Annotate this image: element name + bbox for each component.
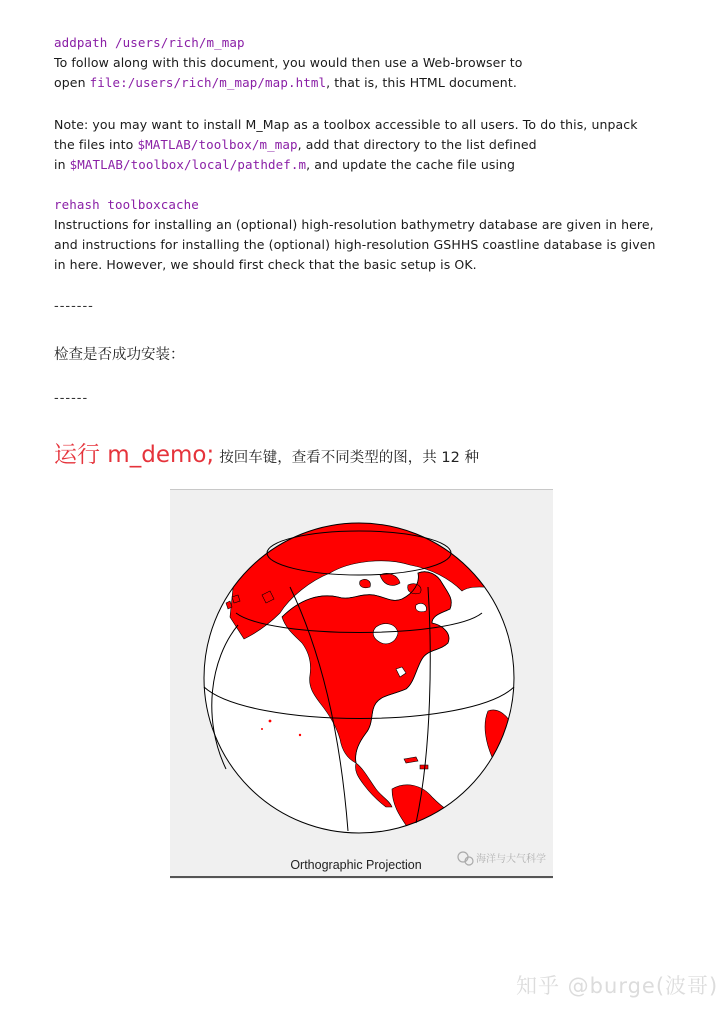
run-demo-description: 按回车键，查看不同类型的图，共 12 种 <box>219 450 479 466</box>
separator-2: ------ <box>54 391 89 406</box>
instr-line-3: in here. However, we should first check that the basic setup is OK. <box>54 257 477 272</box>
run-demo-command: 运行 m_demo; <box>54 442 215 468</box>
rehash-code: rehash toolboxcache <box>54 197 199 212</box>
check-install-text: 检查是否成功安装： <box>54 347 185 363</box>
pathdef-path: $MATLAB/toolbox/local/pathdef.m <box>69 157 307 172</box>
note-line-3: in $MATLAB/toolbox/local/pathdef.m, and update the cache file using <box>54 157 516 172</box>
logo-text: 海洋与大气科学 <box>476 854 546 865</box>
separator-1: ------- <box>54 299 94 314</box>
instr-line-2: and instructions for installing the (optional) high-resolution GSHHS coastline database is given <box>54 237 656 252</box>
figure-caption: Orthographic Projection <box>290 858 422 872</box>
orthographic-projection-figure <box>170 489 553 879</box>
run-demo-heading <box>54 436 479 469</box>
addpath-code: addpath /users/rich/m_map <box>54 35 245 50</box>
instr-line-1: Instructions for installing an (optional) high-resolution bathymetry database are given in here, <box>54 217 654 232</box>
toolbox-path: $MATLAB/toolbox/m_map <box>137 137 298 152</box>
globe-plot <box>170 489 553 879</box>
follow-line-2: open file:/users/rich/m_map/map.html, that is, this HTML document. <box>54 75 517 90</box>
rehash-command <box>54 195 199 215</box>
note-line-1: Note: you may want to install M_Map as a toolbox accessible to all users. To do this, unpack <box>54 117 638 132</box>
zhihu-watermark: 知乎 @burge(波哥) <box>516 974 719 998</box>
map-html-path: file:/users/rich/m_map/map.html <box>89 75 327 90</box>
follow-line-1: To follow along with this document, you would then use a Web-browser to <box>54 55 523 70</box>
addpath-command <box>54 33 245 53</box>
note-line-2: the files into $MATLAB/toolbox/m_map, add that directory to the list defined <box>54 137 537 152</box>
